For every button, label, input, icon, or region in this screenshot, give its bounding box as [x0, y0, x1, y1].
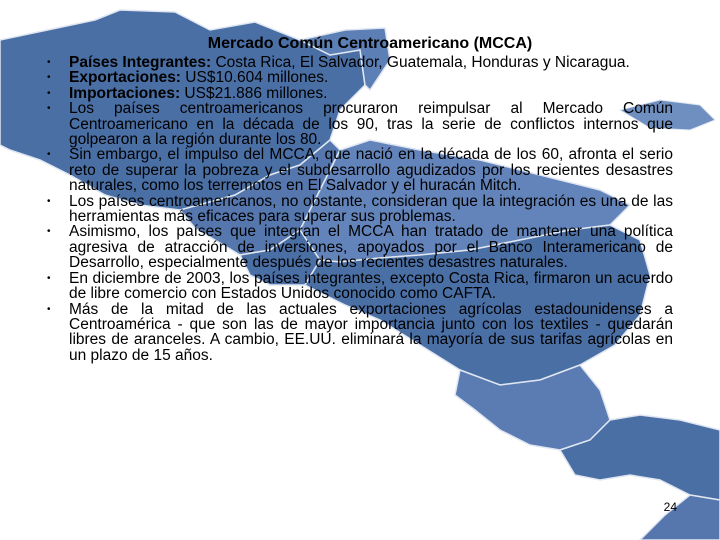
bullet-text — [69, 70, 673, 85]
bullet-list — [40, 55, 673, 363]
bullet-item — [40, 224, 673, 270]
bullet-body: Sin embargo, el impulso del MCCA, que nació en la década de los 60, afronta el serio reto de superar la pobreza y el subdesarrollo agudizados por los recientes desastres naturales, como los terremotos en El Salvador y el huracán Mitch. — [69, 146, 673, 195]
bullet-dot: • — [47, 272, 51, 284]
bullet-text — [69, 302, 673, 364]
bullet-body: Más de la mitad de las actuales exportaciones agrícolas estadounidenses a Centroamérica - que son las de mayor importancia junto con los textiles - quedarán libres de aranceles. A cambio, EE.UU. eliminará la mayoría de sus tarifas agrícolas en un plazo de 15 años. — [69, 300, 673, 364]
bullet-dot: • — [47, 103, 51, 115]
bullet-text — [69, 271, 673, 302]
bullet-dot: • — [47, 72, 51, 84]
bullet-text — [69, 194, 673, 225]
bullet-label: Países Integrantes: — [69, 54, 212, 71]
bullet-text — [69, 224, 673, 270]
bullet-text — [69, 101, 673, 147]
bullet-body: Los países centroamericanos, no obstante, consideran que la integración es una de las herramientas más eficaces para superar sus problemas. — [69, 192, 673, 226]
bullet-item — [40, 302, 673, 364]
bullet-text — [69, 147, 673, 193]
bullet-body: Costa Rica, El Salvador, Guatemala, Honduras y Nicaragua. — [211, 54, 630, 71]
page-number: 24 — [663, 500, 677, 514]
bullet-dot: • — [47, 149, 51, 161]
bullet-body: Asimismo, los países que integran el MCCA han tratado de mantener una política agresiva de atracción de inversiones, apoyados por el Banco Interamericano de Desarrollo, especialmente después de los recientes desastres naturales. — [69, 223, 673, 272]
bullet-body: En diciembre de 2003, los países integrantes, excepto Costa Rica, firmaron un acuerdo de libre comercio con Estados Unidos conocido como CAFTA. — [69, 269, 673, 303]
bullet-text — [69, 86, 673, 101]
bullet-dot: • — [47, 303, 51, 315]
bullet-item — [40, 70, 673, 85]
bullet-dot: • — [47, 226, 51, 238]
bullet-text — [69, 55, 673, 70]
slide-title: Mercado Común Centroamericano (MCCA) — [207, 35, 533, 52]
bullet-item — [40, 147, 673, 193]
bullet-label: Exportaciones: — [69, 69, 181, 87]
bullet-label: Importaciones: — [69, 84, 181, 102]
bullet-item — [40, 86, 673, 101]
bullet-item — [40, 271, 673, 302]
bullet-item — [40, 101, 673, 147]
map-region-colombia — [640, 495, 720, 540]
bullet-item — [40, 55, 673, 70]
bullet-body: Los países centroamericanos procuraron reimpulsar al Mercado Común Centroamericano en la década de los 90, tras la serie de conflictos internos que golpearon a la región durante los 80. — [69, 100, 673, 149]
bullet-body: US$21.886 millones. — [180, 84, 328, 102]
bullet-dot: • — [47, 57, 51, 68]
bullet-dot: • — [47, 87, 51, 99]
bullet-body: US$10.604 millones. — [180, 69, 329, 87]
bullet-dot: • — [47, 195, 51, 207]
bullet-item — [40, 194, 673, 225]
